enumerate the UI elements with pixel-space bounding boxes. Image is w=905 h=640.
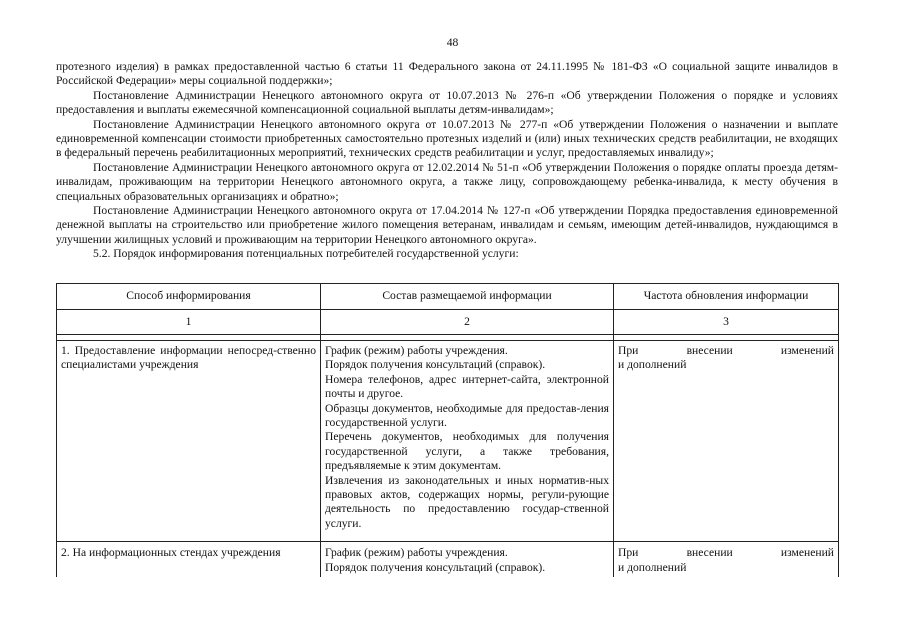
frequency-text: и дополнений — [618, 358, 687, 372]
content-cell — [321, 341, 614, 542]
table-row — [57, 341, 839, 542]
table-row — [57, 542, 839, 577]
content-line: Перечень документов, необходимых для получения государственной услуги, а также требования, предъявляемые к этим документам. — [325, 430, 609, 473]
content-cell — [321, 542, 614, 577]
content-line: График (режим) работы учреждения. — [325, 344, 508, 357]
frequency-text: и дополнений — [618, 560, 687, 574]
method-cell: 1. Предоставление информации непосред-ственно специалистами учреждения — [57, 341, 321, 542]
content-line: Извлечения из законодательных и иных норматив-ных правовых актов, содержащих нормы, регули-рующие деятельность по предоставлению государ-ственной услуги. — [325, 473, 609, 530]
frequency-cell — [614, 542, 839, 577]
paragraph: протезного изделия) в рамках предоставленной частью 6 статьи 11 Федерального закона от 24.11.1995 № 181-ФЗ «О социальной защите инвалидов в Российской Федерации» меры социальной поддержки»; — [56, 60, 838, 88]
column-header: Способ информирования — [57, 284, 321, 310]
content-line: График (режим) работы учреждения. — [325, 546, 508, 560]
column-number: 3 — [614, 310, 839, 335]
table-header-row — [57, 284, 839, 310]
content-line: Порядок получения консультаций (справок). — [325, 560, 546, 574]
column-number: 2 — [321, 310, 614, 335]
section-heading: 5.2. Порядок информирования потенциальных потребителей государственной услуги: — [93, 247, 519, 261]
column-number: 1 — [57, 310, 321, 335]
body-text — [56, 60, 838, 262]
content-line: Образцы документов, необходимые для предостав-ления государственной услуги. — [325, 401, 609, 430]
paragraph: Постановление Администрации Ненецкого автономного округа от 10.07.2013 № 277-п «Об утверждении Положения о назначении и выплате единовременной компенсации стоимости приобретенных самостоятельно протезных изделий и (или) иных технических средств реабилитации, не входящих в федеральный перечень реабилитационных мероприятий, технических средств реабилитации и услуг, предоставляемых инвалиду»; — [56, 117, 838, 160]
column-header: Состав размещаемой информации — [321, 284, 614, 310]
page-number: 48 — [446, 36, 459, 49]
frequency-text: При внесении изменений — [618, 344, 834, 357]
paragraph: Постановление Администрации Ненецкого автономного округа от 10.07.2013 № 276-п «Об утверждении Положения о порядке и условиях предоставления и выплаты ежемесячной компенсационной социальной выплаты детям-инвалидам»; — [56, 88, 838, 117]
paragraph: Постановление Администрации Ненецкого автономного округа от 17.04.2014 № 127-п «Об утверждении Порядка предоставления единовременной денежной выплаты на строительство или приобретение жилого помещения ветеранам, инвалидам и семьям, имеющим детей-инвалидов, нуждающимся в улучшении жилищных условий и проживающим на территории Ненецкого автономного округа». — [56, 204, 838, 246]
informing-table — [56, 283, 839, 577]
frequency-cell — [614, 341, 839, 542]
content-line: Порядок получения консультаций (справок). — [325, 358, 546, 372]
content-line: Номера телефонов, адрес интернет-сайта, электронной почты и другое. — [325, 372, 609, 401]
column-header: Частота обновления информации — [614, 284, 839, 310]
method-cell: 2. На информационных стендах учреждения — [57, 542, 321, 577]
paragraph: Постановление Администрации Ненецкого автономного округа от 12.02.2014 № 51-п «Об утверждении Положения о порядке оплаты проезда детям-инвалидам, проживающим на территории Ненецкого автономного округа, а также лицу, сопровождающему ребенка-инвалида, к месту обучения в специальных образовательных организациях и обратно»; — [56, 160, 838, 203]
column-number-row — [57, 310, 839, 335]
frequency-text: При внесении изменений — [618, 546, 834, 560]
